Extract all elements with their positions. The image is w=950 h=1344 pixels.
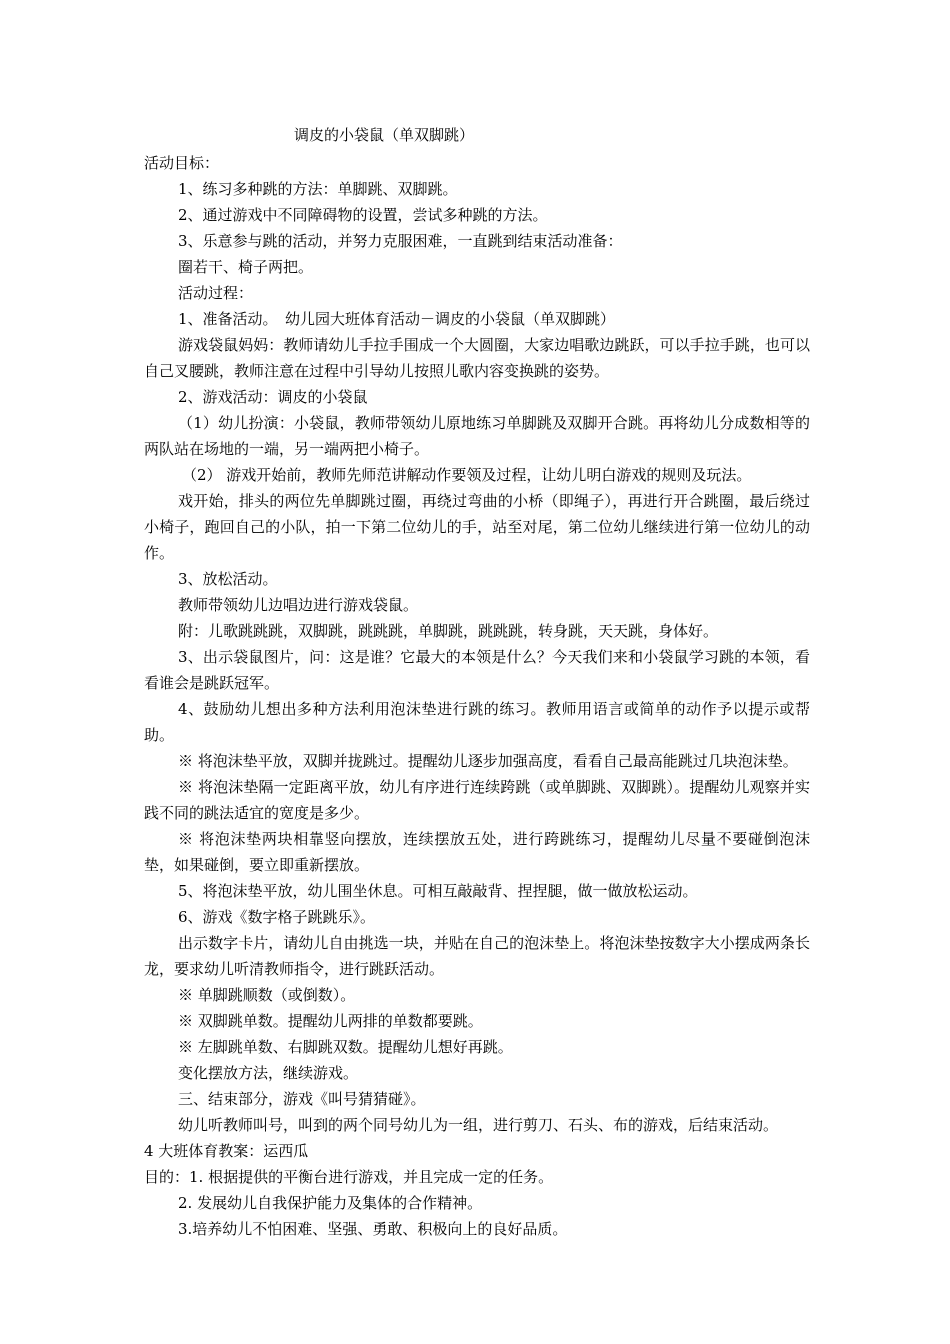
paragraph: 活动过程： (178, 284, 254, 302)
paragraph: 2、游戏活动：调皮的小袋鼠 (178, 388, 368, 406)
document-body (144, 150, 810, 1242)
paragraph: 游戏袋鼠妈妈：教师请幼儿手拉手围成一个大圆圈，大家边唱歌边跳跃，可以手拉手跳，也可以自己叉腰跳，教师注意在过程中引导幼儿按照儿歌内容变换跳的姿势。 (144, 336, 810, 380)
paragraph: 圈若干、椅子两把。 (178, 258, 314, 276)
paragraph: 三、结束部分，游戏《叫号猜猜碰》。 (178, 1090, 426, 1108)
paragraph: ※ 将泡沫垫隔一定距离平放，幼儿有序进行连续跨跳（或单脚跳、双脚跳）。提醒幼儿观察并实践不同的跳法适宜的宽度是多少。 (144, 778, 810, 822)
paragraph: 3、放松活动。 (178, 570, 278, 588)
paragraph: 5、将泡沫垫平放，幼儿围坐休息。可相互敲敲背、捏捏腿，做一做放松运动。 (178, 882, 698, 900)
paragraph: （2） 游戏开始前，教师先师范讲解动作要领及过程，让幼儿明白游戏的规则及玩法。 (182, 466, 752, 484)
paragraph: 目的：1. 根据提供的平衡台进行游戏，并且完成一定的任务。 (144, 1168, 554, 1186)
paragraph: 3、乐意参与跳的活动，并努力克服困难，一直跳到结束活动准备： (178, 232, 623, 250)
paragraph: ※ 将泡沫垫两块相靠竖向摆放，连续摆放五处，进行跨跳练习，提醒幼儿尽量不要碰倒泡沫垫，如果碰倒，要立即重新摆放。 (144, 830, 810, 874)
paragraph: ※ 双脚跳单数。提醒幼儿两排的单数都要跳。 (178, 1012, 483, 1030)
paragraph: 1、练习多种跳的方法：单脚跳、双脚跳。 (178, 180, 458, 198)
paragraph: 出示数字卡片，请幼儿自由挑选一块，并贴在自己的泡沫垫上。将泡沫垫按数字大小摆成两条长龙，要求幼儿听清教师指令，进行跳跃活动。 (144, 934, 810, 978)
document-title: 调皮的小袋鼠（单双脚跳） (294, 126, 475, 144)
paragraph: 2、通过游戏中不同障碍物的设置，尝试多种跳的方法。 (178, 206, 548, 224)
paragraph: 4、鼓励幼儿想出多种方法利用泡沫垫进行跳的练习。教师用语言或简单的动作予以提示或帮助。 (144, 700, 810, 744)
paragraph: 教师带领幼儿边唱边进行游戏袋鼠。 (178, 596, 419, 614)
paragraph: 活动目标： (144, 154, 220, 172)
paragraph: 4 大班体育教案：运西瓜 (144, 1142, 309, 1160)
paragraph: ※ 单脚跳顺数（或倒数）。 (178, 986, 356, 1004)
paragraph: ※ 左脚跳单数、右脚跳双数。提醒幼儿想好再跳。 (178, 1038, 513, 1056)
paragraph: 1、准备活动。 幼儿园大班体育活动－调皮的小袋鼠（单双脚跳） (178, 310, 616, 328)
paragraph: 变化摆放方法，继续游戏。 (178, 1064, 359, 1082)
paragraph: 2. 发展幼儿自我保护能力及集体的合作精神。 (178, 1194, 483, 1212)
paragraph: ※ 将泡沫垫平放，双脚并拢跳过。提醒幼儿逐步加强高度，看看自己最高能跳过几块泡沫垫。 (178, 752, 798, 770)
paragraph: （1）幼儿扮演：小袋鼠，教师带领幼儿原地练习单脚跳及双脚开合跳。再将幼儿分成数相等的两队站在场地的一端，另一端两把小椅子。 (144, 414, 810, 458)
paragraph: 戏开始，排头的两位先单脚跳过圈，再绕过弯曲的小桥（即绳子），再进行开合跳圈，最后绕过小椅子，跑回自己的小队，拍一下第二位幼儿的手，站至对尾，第二位幼儿继续进行第一位幼儿的动作。 (144, 492, 810, 562)
paragraph: 6、游戏《数字格子跳跳乐》。 (178, 908, 376, 926)
paragraph: 附：儿歌跳跳跳，双脚跳，跳跳跳，单脚跳，跳跳跳，转身跳，天天跳，身体好。 (178, 622, 719, 640)
paragraph: 幼儿听教师叫号，叫到的两个同号幼儿为一组，进行剪刀、石头、布的游戏，后结束活动。 (178, 1116, 779, 1134)
paragraph: 3、出示袋鼠图片，问：这是谁？它最大的本领是什么？今天我们来和小袋鼠学习跳的本领，看看谁会是跳跃冠军。 (144, 648, 810, 692)
paragraph: 3.培养幼儿不怕困难、坚强、勇敢、积极向上的良好品质。 (178, 1220, 568, 1238)
